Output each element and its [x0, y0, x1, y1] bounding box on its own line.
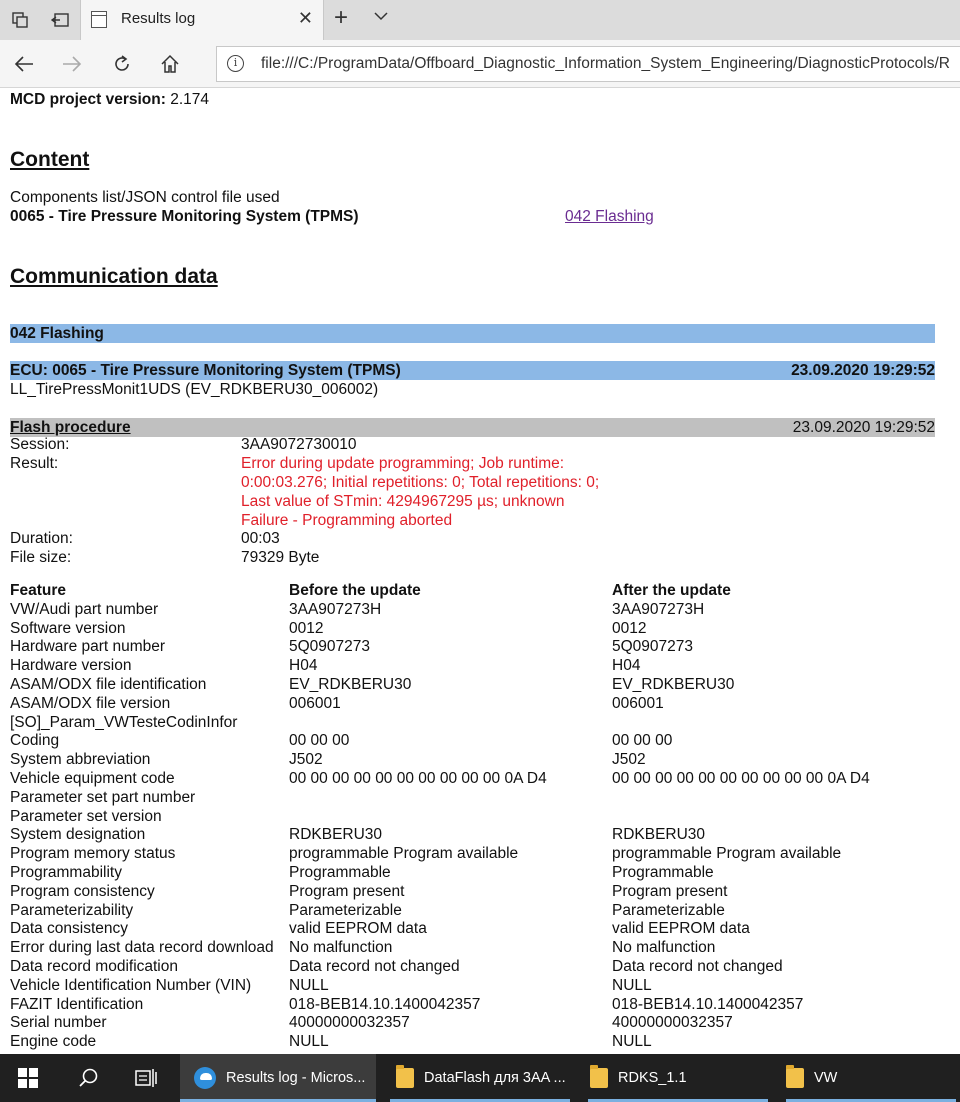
column-header-before: Before the update: [289, 582, 421, 599]
table-row: [10, 695, 960, 714]
before-cell: 40000000032357: [289, 1014, 410, 1032]
content-heading: Content: [10, 148, 90, 171]
close-icon[interactable]: ✕: [297, 8, 313, 28]
table-row: [10, 1014, 960, 1033]
result-line: Last value of STmin: 4294967295 µs; unknown: [241, 493, 565, 510]
components-label: Components list/JSON control file used: [10, 189, 280, 206]
folder-icon: [396, 1068, 414, 1088]
flashing-bar: [10, 324, 935, 343]
ecu-title: ECU: 0065 - Tire Pressure Monitoring System (TPMS): [10, 362, 401, 379]
before-cell: Program present: [289, 882, 405, 900]
table-row: [10, 732, 960, 751]
start-button[interactable]: [18, 1054, 38, 1102]
before-cell: NULL: [289, 976, 329, 994]
after-cell: 0012: [612, 619, 647, 637]
feature-cell: [SO]_Param_VWTesteCodinInfor: [10, 713, 238, 731]
mcd-label: MCD project version:: [10, 91, 166, 108]
after-cell: 006001: [612, 694, 664, 712]
result-line: Failure - Programming aborted: [241, 512, 453, 529]
info-icon[interactable]: i: [227, 55, 244, 72]
after-cell: No malfunction: [612, 939, 716, 957]
chevron-down-icon[interactable]: [374, 8, 388, 26]
taskbar-item-vw[interactable]: [778, 1054, 960, 1102]
tab-actions-icon[interactable]: [8, 8, 32, 32]
after-cell: 5Q0907273: [612, 638, 694, 656]
table-row: [10, 958, 960, 977]
before-cell: 006001: [289, 694, 341, 712]
table-row: [10, 939, 960, 958]
before-cell: 5Q0907273: [289, 638, 371, 656]
column-header-after: After the update: [612, 582, 731, 599]
mcd-value: 2.174: [170, 91, 209, 108]
feature-cell: ASAM/ODX file version: [10, 694, 171, 712]
taskbar-item-label: VW: [814, 1070, 838, 1086]
result-line: Error during update programming; Job runtime:: [241, 455, 565, 472]
page-icon: [91, 11, 107, 28]
feature-cell: Engine code: [10, 1033, 97, 1051]
table-row: [10, 676, 960, 695]
after-cell: Parameterizable: [612, 901, 725, 919]
feature-cell: Hardware version: [10, 657, 132, 675]
result-label: Result:: [10, 455, 59, 472]
active-tab[interactable]: [80, 0, 324, 40]
before-cell: 00 00 00 00 00 00 00 00 00 00 0A D4: [289, 769, 547, 787]
feature-table-header: [10, 582, 960, 601]
table-row: [10, 657, 960, 676]
after-cell: RDKBERU30: [612, 826, 706, 844]
table-row: [10, 714, 960, 733]
feature-cell: System abbreviation: [10, 751, 151, 769]
duration-label: Duration:: [10, 530, 73, 547]
before-cell: J502: [289, 751, 323, 769]
after-cell: Program present: [612, 882, 728, 900]
after-cell: NULL: [612, 1033, 652, 1051]
before-cell: Parameterizable: [289, 901, 402, 919]
after-cell: 018-BEB14.10.1400042357: [612, 995, 804, 1013]
forward-icon[interactable]: [58, 50, 86, 78]
new-tab-icon[interactable]: +: [334, 4, 349, 31]
taskbar-item-dataflash[interactable]: [382, 1054, 578, 1102]
feature-cell: Programmability: [10, 863, 122, 881]
before-cell: programmable Program available: [289, 845, 519, 863]
table-row: [10, 902, 960, 921]
address-url[interactable]: file:///C:/ProgramData/Offboard_Diagnostic_Information_System_Engineering/DiagnosticProtocols/R: [261, 55, 950, 72]
table-row: [10, 789, 960, 808]
before-cell: 0012: [289, 619, 324, 637]
session-label: Session:: [10, 436, 70, 453]
flash-procedure-title: Flash procedure: [10, 419, 131, 436]
task-view-icon[interactable]: [134, 1054, 158, 1102]
component-flashing-link[interactable]: 042 Flashing: [565, 208, 654, 225]
table-row: [10, 620, 960, 639]
after-cell: 00 00 00: [612, 732, 673, 750]
taskbar-item-label: DataFlash для 3AA ...: [424, 1070, 566, 1086]
before-cell: 00 00 00: [289, 732, 350, 750]
before-cell: EV_RDKBERU30: [289, 675, 412, 693]
after-cell: EV_RDKBERU30: [612, 675, 735, 693]
flashing-bar-title: 042 Flashing: [10, 325, 104, 342]
table-row: [10, 864, 960, 883]
home-icon[interactable]: [156, 50, 184, 78]
after-cell: 00 00 00 00 00 00 00 00 00 00 0A D4: [612, 769, 870, 787]
before-cell: 018-BEB14.10.1400042357: [289, 995, 481, 1013]
after-cell: valid EEPROM data: [612, 920, 750, 938]
table-row: [10, 883, 960, 902]
flash-procedure-datetime: 23.09.2020 19:29:52: [792, 419, 935, 436]
table-row: [10, 638, 960, 657]
before-cell: 3AA907273H: [289, 600, 382, 618]
before-cell: RDKBERU30: [289, 826, 383, 844]
after-cell: H04: [612, 657, 641, 675]
page-content: [0, 88, 960, 1054]
communication-heading: Communication data: [10, 265, 218, 288]
feature-cell: FAZIT Identification: [10, 995, 144, 1013]
before-cell: No malfunction: [289, 939, 393, 957]
table-row: [10, 751, 960, 770]
feature-cell: System designation: [10, 826, 146, 844]
table-row: [10, 977, 960, 996]
set-aside-tabs-icon[interactable]: [48, 8, 72, 32]
feature-cell: ASAM/ODX file identification: [10, 675, 207, 693]
taskbar-item-edge[interactable]: [180, 1054, 376, 1102]
feature-cell: Error during last data record download: [10, 939, 274, 957]
nav-bar: [0, 40, 960, 88]
ecu-bar: [10, 361, 935, 380]
table-row: [10, 808, 960, 827]
after-cell: 3AA907273H: [612, 600, 705, 618]
feature-cell: Program consistency: [10, 882, 155, 900]
before-cell: Programmable: [289, 863, 391, 881]
table-row: [10, 826, 960, 845]
edge-icon: [194, 1067, 216, 1089]
ecu-datetime: 23.09.2020 19:29:52: [791, 362, 935, 379]
back-icon[interactable]: [10, 50, 38, 78]
feature-cell: Coding: [10, 732, 60, 750]
filesize-label: File size:: [10, 549, 72, 566]
table-row: [10, 920, 960, 939]
feature-cell: Vehicle Identification Number (VIN): [10, 976, 252, 994]
session-value: 3AA9072730010: [241, 436, 357, 453]
result-line: 0:00:03.276; Initial repetitions: 0; Total repetitions: 0;: [241, 474, 600, 491]
address-bar[interactable]: [216, 46, 960, 82]
flash-procedure-bar: [10, 418, 935, 437]
before-cell: H04: [289, 657, 318, 675]
tab-title: Results log: [121, 10, 196, 27]
taskbar-item-label: Results log - Micros...: [226, 1070, 366, 1086]
feature-table: [10, 582, 960, 1052]
after-cell: Data record not changed: [612, 957, 783, 975]
feature-cell: Parameterizability: [10, 901, 134, 919]
ecu-subtitle: LL_TirePressMonit1UDS (EV_RDKBERU30_006002): [10, 381, 379, 398]
after-cell: NULL: [612, 976, 652, 994]
folder-icon: [786, 1068, 804, 1088]
feature-cell: Hardware part number: [10, 638, 166, 656]
feature-cell: Parameter set part number: [10, 788, 196, 806]
feature-cell: Data record modification: [10, 957, 178, 975]
folder-icon: [590, 1068, 608, 1088]
after-cell: programmable Program available: [612, 845, 842, 863]
feature-cell: Parameter set version: [10, 807, 162, 825]
feature-cell: Vehicle equipment code: [10, 769, 175, 787]
tab-bar: [0, 0, 960, 40]
feature-cell: Serial number: [10, 1014, 107, 1032]
before-cell: NULL: [289, 1033, 329, 1051]
taskbar-item-label: RDKS_1.1: [618, 1070, 687, 1086]
after-cell: Programmable: [612, 863, 714, 881]
feature-cell: VW/Audi part number: [10, 600, 159, 618]
component-name: 0065 - Tire Pressure Monitoring System (TPMS): [10, 208, 359, 225]
table-row: [10, 601, 960, 620]
refresh-icon[interactable]: [108, 50, 136, 78]
mcd-project-version: [10, 91, 209, 109]
column-header-feature: Feature: [10, 582, 66, 599]
feature-cell: Data consistency: [10, 920, 129, 938]
feature-cell: Program memory status: [10, 845, 176, 863]
before-cell: valid EEPROM data: [289, 920, 427, 938]
table-row: [10, 770, 960, 789]
feature-cell: Software version: [10, 619, 126, 637]
table-row: [10, 845, 960, 864]
windows-icon: [18, 1068, 38, 1088]
taskbar: [0, 1054, 960, 1102]
search-icon[interactable]: [78, 1054, 100, 1102]
taskbar-item-rdks[interactable]: [580, 1054, 776, 1102]
table-row: [10, 1033, 960, 1052]
table-row: [10, 996, 960, 1015]
after-cell: 40000000032357: [612, 1014, 733, 1032]
after-cell: J502: [612, 751, 646, 769]
filesize-value: 79329 Byte: [241, 549, 320, 566]
duration-value: 00:03: [241, 530, 280, 547]
before-cell: Data record not changed: [289, 957, 460, 975]
